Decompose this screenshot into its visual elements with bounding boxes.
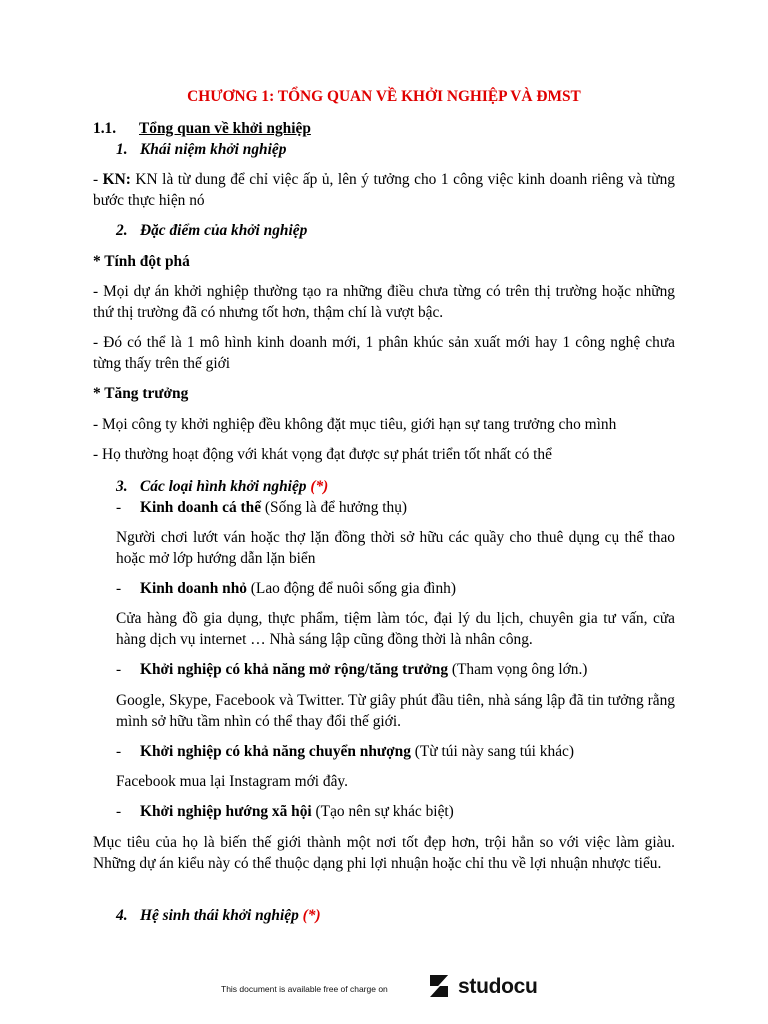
type-3-item — [116, 659, 675, 680]
tinh-dot-pha-heading: * Tính đột phá — [93, 253, 190, 270]
studocu-logo-icon — [424, 971, 454, 1001]
type-4-name: Khởi nghiệp có khả năng chuyển nhượng — [140, 743, 411, 760]
type-4-body: Facebook mua lại Instagram mới đây. — [116, 773, 348, 790]
type-1-name: Kinh doanh cá thể — [140, 499, 262, 516]
subheading-3-mark: (*) — [310, 478, 329, 495]
subheading-2 — [116, 220, 675, 241]
chapter-title: CHƯƠNG 1: TỔNG QUAN VỀ KHỞI NGHIỆP VÀ ĐMST — [187, 88, 581, 105]
subheading-1 — [116, 139, 675, 160]
studocu-logo[interactable] — [424, 970, 538, 1002]
bullet-dash: - — [116, 803, 122, 820]
type-5-item — [116, 801, 675, 822]
tang-truong-p1: - Mọi công ty khởi nghiệp đều không đặt mục tiêu, giới hạn sự tang trưởng cho mình — [93, 416, 617, 433]
studocu-footer — [0, 966, 768, 1006]
studocu-brand: studocu — [458, 974, 538, 998]
subheading-4-label: Hệ sinh thái khởi nghiệp — [140, 907, 303, 924]
type-5-desc: (Tạo nên sự khác biệt) — [311, 803, 454, 820]
type-4-item — [116, 741, 675, 762]
type-1-desc: (Sống là để hưởng thụ) — [261, 499, 408, 516]
bullet-dash: - — [116, 661, 122, 678]
subheading-3-label: Các loại hình khởi nghiệp — [140, 478, 311, 495]
section-label: Tổng quan về khởi nghiệp — [139, 120, 311, 137]
type-2-item — [116, 578, 675, 599]
type-3-desc: (Tham vọng ông lớn.) — [448, 661, 588, 678]
type-5-name: Khởi nghiệp hướng xã hội — [140, 803, 312, 820]
kn-lead: - — [93, 171, 103, 188]
bottom-strip — [0, 1012, 768, 1024]
subheading-3 — [116, 476, 675, 497]
kn-term: KN: — [102, 171, 131, 188]
type-3-body: Google, Skype, Facebook và Twitter. Từ giây phút đầu tiên, nhà sáng lập đã tin tưởng rằng mình sở hữu tầm nhìn có thể thay đổi thế giới. — [116, 692, 675, 730]
tinh-dot-pha-p1: - Mọi dự án khởi nghiệp thường tạo ra những điều chưa từng có trên thị trường hoặc những thứ thị trường đã có nhưng tốt hơn, thậm chí là vượt bậc. — [93, 283, 675, 321]
bullet-dash: - — [116, 580, 122, 597]
subheading-2-label: Đặc điểm của khởi nghiệp — [140, 222, 308, 239]
subheading-4-mark: (*) — [302, 907, 321, 924]
footer-text: This document is available free of charge on — [221, 984, 388, 994]
bullet-dash: - — [116, 743, 122, 760]
type-2-desc: (Lao động để nuôi sống gia đình) — [246, 580, 456, 597]
tang-truong-heading: * Tăng trưởng — [93, 385, 189, 402]
section-number: 1.1. — [93, 120, 117, 137]
subheading-3-number: 3. — [116, 478, 128, 495]
type-1-body: Người chơi lướt ván hoặc thợ lặn đồng thời sở hữu các quầy cho thuê dụng cụ thể thao hoặc mở lớp hướng dẫn lặn biển — [116, 529, 675, 567]
type-2-body: Cửa hàng đồ gia dụng, thực phẩm, tiệm làm tóc, đại lý du lịch, chuyên gia tư vấn, cửa hàng dịch vụ internet … Nhà sáng lập cũng đồng thời là nhân công. — [116, 610, 675, 648]
tang-truong-p2: - Họ thường hoạt động với khát vọng đạt được sự phát triển tốt nhất có thể — [93, 446, 552, 463]
type-2-name: Kinh doanh nhỏ — [140, 580, 247, 597]
subheading-2-number: 2. — [116, 222, 128, 239]
type-4-desc: (Từ túi này sang túi khác) — [410, 743, 574, 760]
tinh-dot-pha-p2: - Đó có thể là 1 mô hình kinh doanh mới, 1 phân khúc sản xuất mới hay 1 công nghệ chưa từng thấy trên thế giới — [93, 334, 675, 372]
type-1-item — [116, 497, 675, 518]
type-3-name: Khởi nghiệp có khả năng mở rộng/tăng trưởng — [140, 661, 449, 678]
subheading-4 — [116, 905, 675, 926]
type-5-body: Mục tiêu của họ là biến thế giới thành một nơi tốt đẹp hơn, trội hẳn so với việc làm giàu. Những dự án kiểu này có thể thuộc dạng phi lợi nhuận hoặc chỉ thu về lợi nhuận nhược tiểu. — [93, 834, 675, 872]
bullet-dash: - — [116, 499, 122, 516]
subheading-1-label: Khái niệm khởi nghiệp — [140, 141, 287, 158]
kn-text: KN là từ dung để chỉ việc ấp ủ, lên ý tưởng cho 1 công việc kinh doanh riêng và từng bước thực hiện nó — [93, 171, 675, 209]
section-heading — [93, 118, 675, 139]
kn-paragraph — [93, 169, 675, 211]
subheading-4-number: 4. — [116, 907, 128, 924]
subheading-1-number: 1. — [116, 141, 128, 158]
